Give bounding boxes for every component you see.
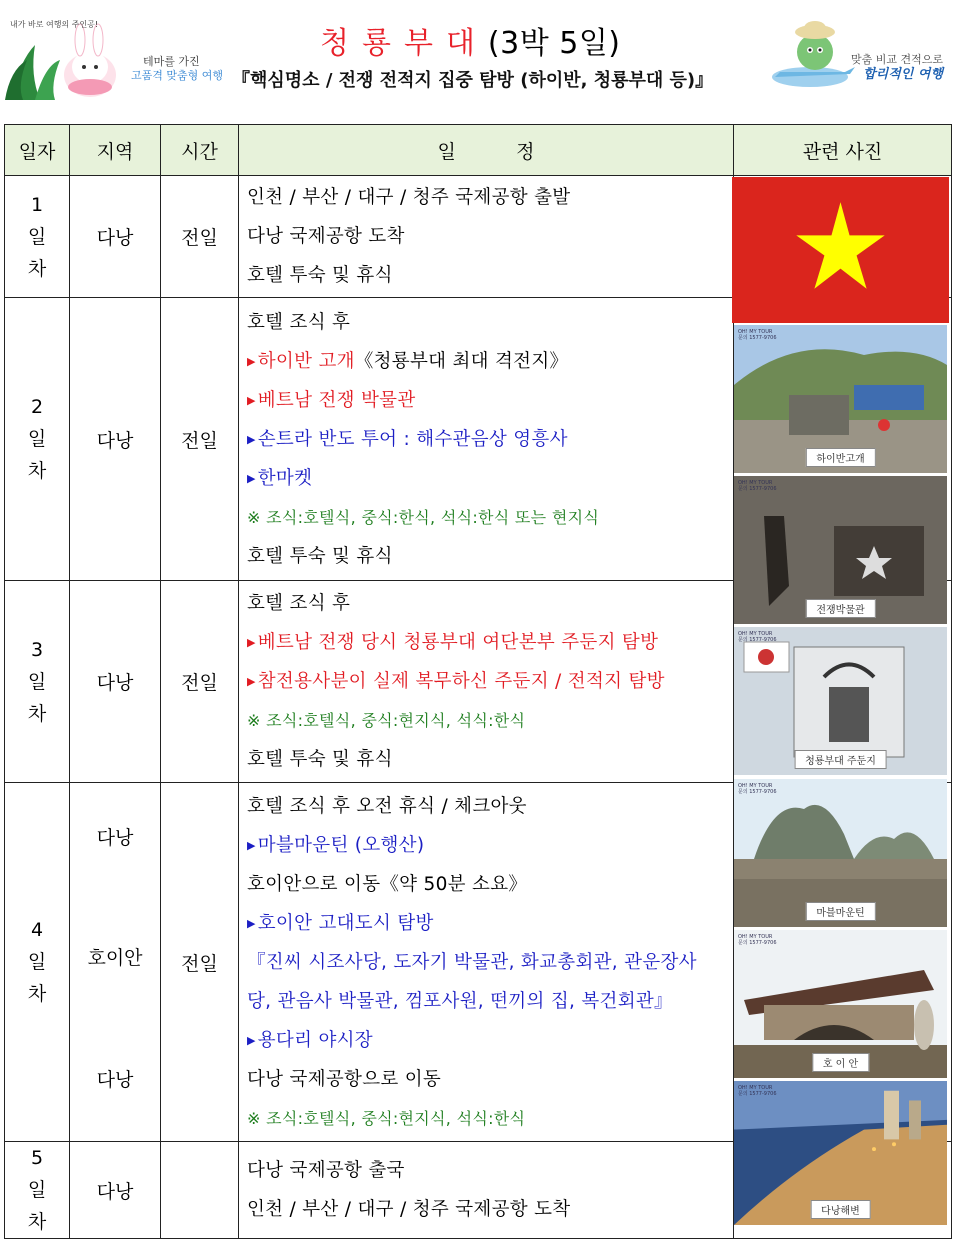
tour-logo-name: OH! MY TOUR [738, 1085, 773, 1091]
schedule-cell [239, 1142, 734, 1239]
schedule-line-text: 호텔 조식 후 오전 휴식 / 체크아웃 [247, 795, 527, 817]
day-label: 5 [30, 1147, 44, 1169]
schedule-cell [239, 298, 734, 581]
region-label: 호이안 [87, 947, 143, 969]
title-rest: (3박 5일) [487, 26, 621, 61]
schedule-cell [239, 176, 734, 298]
schedule-line-text: 호텔 조식 후 [247, 593, 351, 614]
day-label: 일 [27, 225, 47, 248]
schedule-line-text: 인천 / 부산 / 대구 / 청주 국제공항 출발 [247, 187, 571, 208]
bullet-arrow-icon: ▶ [247, 471, 256, 485]
tour-logo-contact: 문의 1577-9706 [738, 335, 777, 341]
time-cell: 전일 [161, 176, 239, 298]
related-photo [734, 1081, 947, 1225]
region-label: 다낭 [96, 827, 134, 849]
day-label: 차 [27, 1211, 47, 1233]
tour-logo [738, 329, 777, 341]
time-cell: 전일 [161, 581, 239, 783]
day-label: 일 [27, 951, 47, 973]
schedule-line [247, 420, 733, 459]
schedule-line [247, 256, 733, 295]
day-cell [5, 1142, 70, 1239]
header-schedule: 일 정 [239, 125, 734, 176]
schedule-line-text: 다낭 국제공항으로 이동 [247, 1068, 442, 1090]
bullet-arrow-icon: ▶ [247, 354, 256, 368]
schedule-line-note: 《청룡부대 최대 격전지》 [354, 350, 569, 372]
tour-logo-contact: 문의 1577-9706 [738, 940, 777, 946]
bullet-arrow-icon: ▶ [247, 675, 256, 688]
schedule-line-text: 다낭 국제공항 도착 [247, 226, 405, 247]
schedule-line [247, 498, 733, 537]
schedule-line [247, 826, 733, 865]
time-cell: 전일 [161, 783, 239, 1142]
tour-logo-name: OH! MY TOUR [738, 783, 773, 789]
right-caption-line1: 맞춤 비교 견적으로 [850, 53, 943, 66]
region-cell [70, 298, 161, 581]
schedule-cell [239, 783, 734, 1142]
tour-logo-name: OH! MY TOUR [738, 329, 773, 335]
tour-logo-contact: 문의 1577-9706 [738, 789, 777, 795]
schedule-line [247, 459, 733, 498]
schedule-line [247, 623, 733, 662]
page-title [320, 18, 621, 62]
page-subtitle: 『핵심명소 / 전쟁 전적지 집중 탐방 (하이반, 청룡부대 등)』 [232, 70, 714, 91]
time-cell [161, 1142, 239, 1239]
schedule-line [247, 178, 733, 217]
day-cell [5, 176, 70, 298]
header-region: 지역 [70, 125, 161, 176]
schedule-line [247, 787, 733, 826]
schedule-line-text: 하이반 고개 [257, 350, 355, 372]
schedule-line [247, 303, 733, 342]
tour-logo-contact: 문의 1577-9706 [738, 637, 777, 643]
tour-logo-name: OH! MY TOUR [738, 480, 773, 486]
photo-caption: 전쟁박물관 [805, 599, 875, 618]
deco-left-text: 내가 바로 여행의 주인공! [10, 20, 99, 29]
region-label: 다낭 [96, 1069, 134, 1091]
schedule-line-text: 손트라 반도 투어 : 해수관음상 영흥사 [257, 428, 568, 450]
tour-logo [738, 480, 777, 492]
region-label: 다낭 [96, 672, 134, 694]
region-cell [70, 783, 161, 1142]
day-label: 차 [27, 702, 47, 725]
day-label: 차 [27, 257, 47, 280]
schedule-line [247, 740, 733, 779]
region-cell [70, 176, 161, 298]
schedule-line [247, 537, 733, 576]
schedule-line-text: 베트남 전쟁 박물관 [257, 389, 416, 411]
schedule-line [247, 943, 733, 982]
related-photo [734, 779, 947, 927]
schedule-line [247, 662, 733, 701]
schedule-line-text: 인천 / 부산 / 대구 / 청주 국제공항 도착 [247, 1199, 571, 1220]
bullet-arrow-icon: ▶ [247, 1033, 256, 1047]
theme-caption [131, 55, 223, 83]
tour-logo [738, 934, 777, 946]
schedule-line [247, 904, 733, 943]
region-cell [70, 1142, 161, 1239]
bullet-arrow-icon: ▶ [247, 432, 256, 446]
photo-caption: 호 이 안 [812, 1053, 869, 1072]
region-cell [70, 581, 161, 783]
day-cell [5, 783, 70, 1142]
schedule-line [247, 701, 733, 740]
day-label: 차 [27, 460, 47, 482]
photo-caption: 하이반고개 [805, 448, 875, 467]
day-cell [5, 298, 70, 581]
schedule-line [247, 342, 733, 381]
bullet-arrow-icon: ▶ [247, 393, 256, 407]
schedule-line [247, 217, 733, 256]
schedule-line [247, 1021, 733, 1060]
day-cell [5, 581, 70, 783]
header-day: 일자 [5, 125, 70, 176]
time-cell: 전일 [161, 298, 239, 581]
schedule-line [247, 1099, 733, 1138]
photo-caption: 마블마운틴 [805, 902, 875, 921]
title-red: 청룡부대 [320, 26, 488, 61]
day-label: 3 [30, 638, 44, 661]
schedule-line-text: 당, 관음사 박물관, 껌포사원, 떤끼의 집, 복건회관』 [247, 990, 673, 1012]
photo-caption: 다낭해변 [810, 1200, 871, 1219]
tour-logo [738, 631, 777, 643]
schedule-line-text: ※ 조식:호텔식, 중식:현지식, 석식:한식 [247, 711, 526, 730]
tour-logo-contact: 문의 1577-9706 [738, 486, 777, 492]
schedule-line-text: 호텔 투숙 및 휴식 [247, 545, 393, 567]
schedule-line-text: 호이안 고대도시 탐방 [257, 912, 434, 934]
day-label: 일 [27, 428, 47, 450]
schedule-cell [239, 581, 734, 783]
photo-caption: 청룡부대 주둔지 [794, 750, 887, 769]
schedule-line [247, 1151, 733, 1190]
right-caption-line2: 합리적인 여행 [863, 67, 943, 82]
related-photo [734, 930, 947, 1078]
schedule-line-text: 베트남 전쟁 당시 청룡부대 여단본부 주둔지 탐방 [257, 632, 659, 653]
tour-logo-name: OH! MY TOUR [738, 934, 773, 940]
header-time: 시간 [161, 125, 239, 176]
theme-caption-line2: 고품격 맞춤형 여행 [131, 69, 224, 82]
schedule-line-text: 호텔 투숙 및 휴식 [247, 749, 393, 770]
table-header-row [5, 125, 952, 176]
day-label: 일 [27, 1179, 47, 1201]
related-photo [734, 476, 947, 624]
tour-logo-name: OH! MY TOUR [738, 631, 773, 637]
page-header [0, 0, 957, 110]
schedule-line-text: ※ 조식:호텔식, 중식:현지식, 석식:한식 [247, 1108, 526, 1128]
schedule-line-text: ※ 조식:호텔식, 중식:한식, 석식:한식 또는 현지식 [247, 507, 600, 527]
schedule-line-text: 마블마운틴 (오행산) [257, 834, 425, 856]
schedule-line [247, 1190, 733, 1229]
right-caption [851, 52, 943, 82]
schedule-line-text: 용다리 야시장 [257, 1029, 373, 1051]
header-photo: 관련 사진 [734, 125, 952, 176]
tour-logo [738, 1085, 777, 1097]
schedule-line [247, 381, 733, 420]
day-label: 일 [27, 670, 47, 693]
related-photo [734, 325, 947, 473]
schedule-line-text: 호텔 투숙 및 휴식 [247, 265, 393, 286]
tour-logo [738, 783, 777, 795]
tour-logo-contact: 문의 1577-9706 [738, 1091, 777, 1097]
schedule-line-text: 한마켓 [257, 467, 313, 489]
bullet-arrow-icon: ▶ [247, 636, 256, 649]
region-label: 다낭 [96, 429, 134, 452]
schedule-line [247, 1060, 733, 1099]
day-label: 1 [30, 193, 44, 216]
theme-caption-line1: 테마를 가진 [143, 55, 200, 68]
schedule-line [247, 584, 733, 623]
schedule-line-text: 참전용사분이 실제 복무하신 주둔지 / 전적지 탐방 [257, 671, 665, 692]
bullet-arrow-icon: ▶ [247, 838, 256, 852]
schedule-line-text: 다낭 국제공항 출국 [247, 1160, 405, 1181]
schedule-line-text: 호텔 조식 후 [247, 311, 351, 333]
schedule-line [247, 865, 733, 904]
region-label: 다낭 [96, 1180, 134, 1203]
schedule-line-text: 호이안으로 이동《약 50분 소요》 [247, 873, 528, 895]
related-photo [734, 627, 947, 775]
region-label: 다낭 [96, 227, 134, 249]
schedule-line [247, 982, 733, 1021]
day-label: 2 [30, 396, 44, 418]
vietnam-flag-image [732, 177, 949, 323]
bullet-arrow-icon: ▶ [247, 916, 256, 930]
bunny-mascot-icon [5, 5, 125, 105]
airplane-mascot-icon [770, 12, 860, 97]
schedule-line-text: 『진씨 시조사당, 도자기 박물관, 화교총회관, 관운장사 [247, 951, 697, 973]
day-label: 4 [30, 919, 44, 941]
day-label: 차 [27, 983, 47, 1005]
